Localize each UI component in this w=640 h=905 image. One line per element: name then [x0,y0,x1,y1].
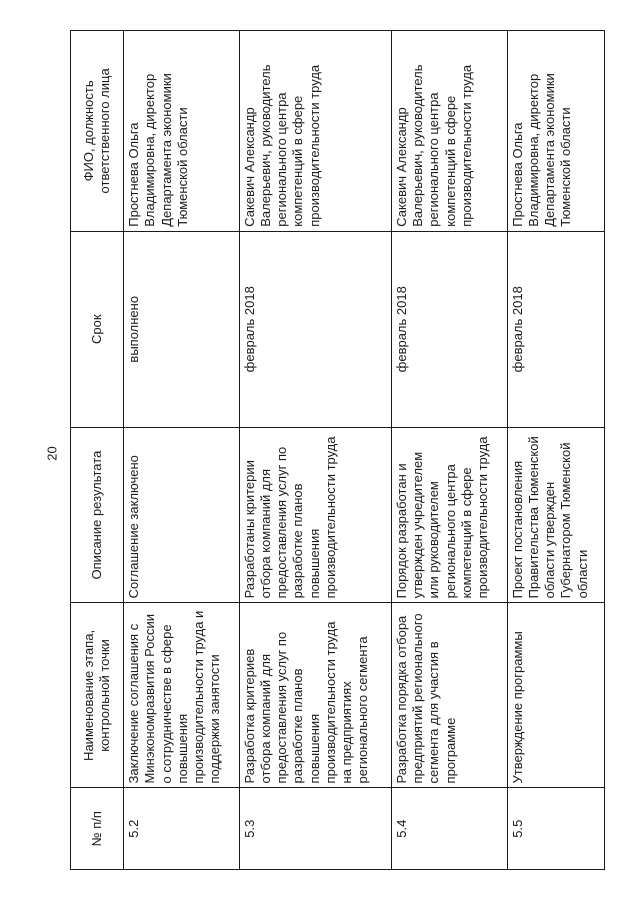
header-responsible: ФИО, должность ответственного лица [71,31,124,232]
header-stage: Наименование этапа, контрольной точки [71,603,124,788]
control-points-table [70,30,605,870]
row-num: 5.3 [239,788,391,870]
row-responsible: Простнева Ольга Владимировна, директор Департамента экономики Тюменской области [124,31,240,232]
table-row [124,31,240,870]
row-stage: Разработка критериев отбора компаний для предоставления услуг по разработке планов повышения производительности труда на предприятиях регионального сегмента [239,603,391,788]
row-result: Проект постановления Правительства Тюменской области утвержден Губернатором Тюменской области [507,427,604,603]
row-result: Порядок разработан и утвержден учредителем или руководителем регионального центра компетенций в сфере производительности труда [391,427,507,603]
row-num: 5.5 [507,788,604,870]
row-stage: Заключение соглашения с Минэкономразвития России о сотрудничестве в сфере повышения производительности труда и поддержки занятости [124,603,240,788]
table-row [391,31,507,870]
row-responsible: Сакевич Александр Валерьевич, руководитель регионального центра компетенций в сфере производительности труда [239,31,391,232]
table-row [239,31,391,870]
table-header-row [71,31,124,870]
row-num: 5.2 [124,788,240,870]
row-responsible: Простнева Ольга Владимировна, директор Департамента экономики Тюменской области [507,31,604,232]
header-term: Срок [71,231,124,427]
row-num: 5.4 [391,788,507,870]
row-term: февраль 2018 [507,231,604,427]
row-result: Разработаны критерии отбора компаний для предоставления услуг по разработке планов повышения производительности труда [239,427,391,603]
row-responsible: Сакевич Александр Валерьевич, руководитель регионального центра компетенций в сфере производительности труда [391,31,507,232]
table-row [507,31,604,870]
row-term: февраль 2018 [239,231,391,427]
row-stage: Утверждение программы [507,603,604,788]
rotated-page [70,30,605,870]
header-result: Описание результата [71,427,124,603]
row-result: Соглашение заключено [124,427,240,603]
header-num: № п/п [71,788,124,870]
row-term: выполнено [124,231,240,427]
row-term: февраль 2018 [391,231,507,427]
page-number: 20 [44,446,60,461]
row-stage: Разработка порядка отбора предприятий регионального сегмента для участия в программе [391,603,507,788]
